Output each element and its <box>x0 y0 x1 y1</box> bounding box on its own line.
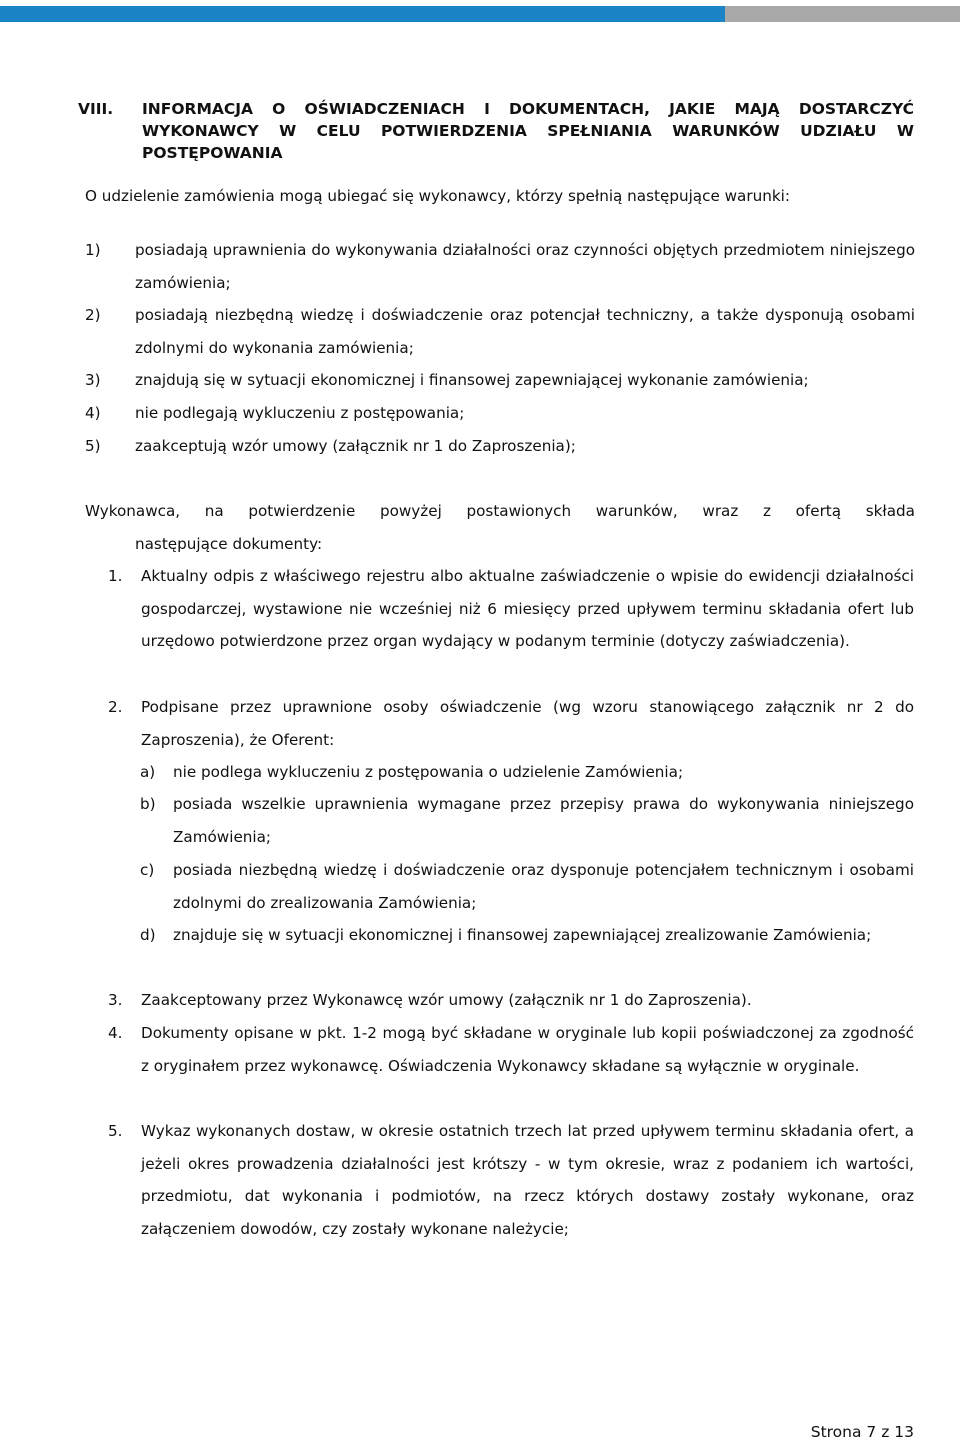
sub-item-letter: a) <box>140 763 156 781</box>
document-text: Podpisane przez uprawnione osoby oświadczenie (wg wzoru stanowiącego załącznik nr 2 do Zaproszenia), że Oferent: <box>141 698 914 749</box>
section-number: VIII. <box>78 100 114 118</box>
condition-text: zaakceptują wzór umowy (załącznik nr 1 do Zaproszenia); <box>135 437 576 455</box>
section-heading <box>78 98 914 164</box>
documents-intro-line-1: Wykonawca, na potwierdzenie powyżej postawionych warunków, wraz z ofertą składa <box>85 502 915 520</box>
document-number: 5. <box>108 1122 123 1140</box>
condition-text: posiadają niezbędną wiedzę i doświadczenie oraz potencjał techniczny, a także dysponują osobami zdolnymi do wykonania zamówienia; <box>135 306 915 357</box>
condition-number: 2) <box>85 306 101 324</box>
sub-item-d <box>140 919 914 952</box>
condition-number: 4) <box>85 404 101 422</box>
documents-intro <box>85 495 915 560</box>
intro-paragraph: O udzielenie zamówienia mogą ubiegać się wykonawcy, którzy spełnią następujące warunki: <box>85 187 790 205</box>
document-number: 2. <box>108 698 123 716</box>
document-text: Dokumenty opisane w pkt. 1-2 mogą być składane w oryginale lub kopii poświadczonej za zgodność z oryginałem przez wykonawcę. Oświadczenia Wykonawcy składane są wyłącznie w oryginale. <box>141 1024 914 1075</box>
section-title: INFORMACJA O OŚWIADCZENIACH I DOKUMENTACH, JAKIE MAJĄ DOSTARCZYĆ WYKONAWCY W CELU POTWIERDZENIA SPEŁNIANIA WARUNKÓW UDZIAŁU W POSTĘPOWANIA <box>142 100 914 162</box>
sub-item-letter: c) <box>140 861 155 879</box>
document-item-5 <box>108 1115 914 1245</box>
condition-number: 3) <box>85 371 101 389</box>
document-item-4 <box>108 1017 914 1082</box>
sub-item-text: znajduje się w sytuacji ekonomicznej i finansowej zapewniającej zrealizowanie Zamówienia; <box>173 926 872 944</box>
sub-item-a <box>140 756 914 789</box>
condition-item-2 <box>85 299 915 364</box>
document-number: 1. <box>108 567 123 585</box>
sub-item-text: nie podlega wykluczeniu z postępowania o udzielenie Zamówienia; <box>173 763 684 781</box>
document-text: Aktualny odpis z właściwego rejestru albo aktualne zaświadczenie o wpisie do ewidencji działalności gospodarczej, wystawione nie wcześniej niż 6 miesięcy przed upływem terminu składania ofert lub urzędowo potwierdzone przez organ wydający w podanym terminie (dotyczy zaświadczenia). <box>141 567 914 651</box>
document-number: 3. <box>108 991 123 1009</box>
document-text: Zaakceptowany przez Wykonawcę wzór umowy (załącznik nr 1 do Zaproszenia). <box>141 991 752 1009</box>
header-color-bar <box>0 6 960 22</box>
document-item-1 <box>108 560 914 658</box>
page-number: Strona 7 z 13 <box>810 1423 914 1441</box>
document-text: Wykaz wykonanych dostaw, w okresie ostatnich trzech lat przed upływem terminu składania ofert, a jeżeli okres prowadzenia działalności jest krótszy - w tym okresie, wraz z podaniem ich wartości, przedmiotu, dat wykonania i podmiotów, na rzecz których dostawy zostały wykonane, oraz załączeniem dowodów, czy zostały wykonane należycie; <box>141 1122 914 1238</box>
condition-item-4 <box>85 397 915 430</box>
sub-item-b <box>140 788 914 853</box>
document-number: 4. <box>108 1024 123 1042</box>
document-item-2 <box>108 691 914 756</box>
condition-text: nie podlegają wykluczeniu z postępowania; <box>135 404 465 422</box>
sub-item-text: posiada niezbędną wiedzę i doświadczenie oraz dysponuje potencjałem technicznym i osobami zdolnymi do zrealizowania Zamówienia; <box>173 861 914 912</box>
condition-text: znajdują się w sytuacji ekonomicznej i finansowej zapewniającej wykonanie zamówienia; <box>135 371 809 389</box>
condition-item-5 <box>85 430 915 463</box>
sub-item-letter: b) <box>140 795 156 813</box>
condition-text: posiadają uprawnienia do wykonywania działalności oraz czynności objętych przedmiotem niniejszego zamówienia; <box>135 241 915 292</box>
sub-item-letter: d) <box>140 926 156 944</box>
condition-number: 5) <box>85 437 101 455</box>
document-item-3 <box>108 984 914 1017</box>
condition-number: 1) <box>85 241 101 259</box>
header-bar-blue-segment <box>0 6 725 22</box>
condition-item-3 <box>85 364 915 397</box>
condition-item-1 <box>85 234 915 299</box>
header-bar-gray-segment <box>725 6 960 22</box>
sub-item-text: posiada wszelkie uprawnienia wymagane przez przepisy prawa do wykonywania niniejszego Zamówienia; <box>173 795 914 846</box>
sub-item-c <box>140 854 914 919</box>
documents-intro-line-2: następujące dokumenty: <box>135 534 323 553</box>
